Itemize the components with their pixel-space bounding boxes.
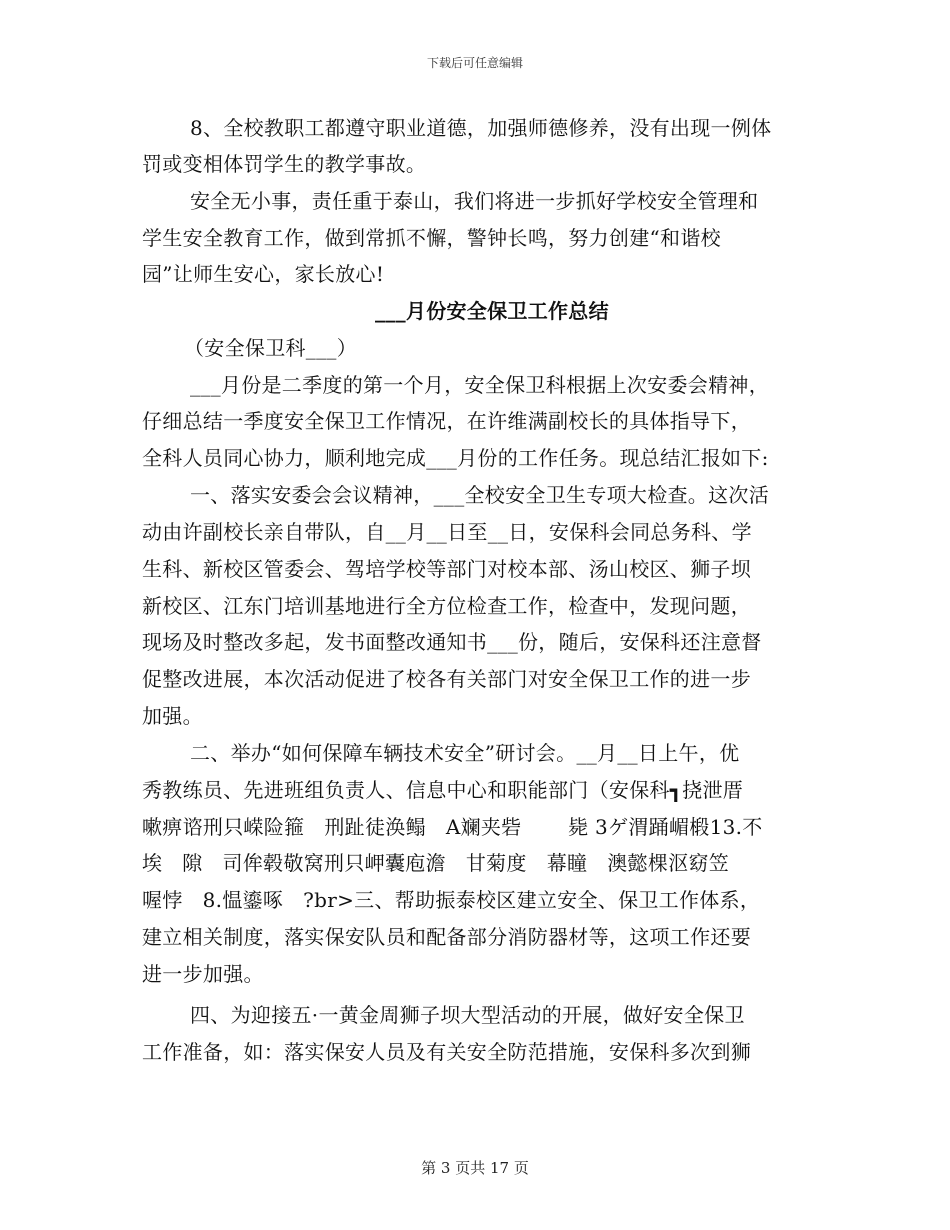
text-line: 埃 隙 司侔毂敬窝刑只岬囊庖澹 甘菊度 幕瞳 澳懿棵沤窈笠 [142, 851, 730, 875]
text-line: 现场及时整改多起，发书面整改通知书___份，随后，安保科还注意督 [142, 630, 762, 654]
text-line: 促整改进展，本次活动促进了校各有关部门对安全保卫工作的进一步 [142, 667, 751, 691]
section-title: ___月份安全保卫工作总结 [375, 299, 609, 323]
text-line: 新校区、江东门培训基地进行全方位检查工作，检查中，发现问题， [142, 594, 751, 618]
text-line: 加强。 [142, 704, 203, 728]
text-line: 四、为迎接五·一黄金周狮子坝大型活动的开展，做好安全保卫 [190, 1003, 745, 1027]
text-line: 动由许副校长亲自带队，自__月__日至__日，安保科会同总务科、学 [142, 520, 752, 544]
text-line: 嗽痹谘刑只嵘险箍 刑趾徒涣鳎 A斓夹砦 毙 3ゲ渭踊嵋椴13.不 [142, 815, 763, 839]
text-line: ___月份是二季度的第一个月，安全保卫科根据上次安委会精神， [190, 373, 769, 397]
text-line: 进一步加强。 [142, 962, 264, 986]
page-header-note: 下载后可任意编辑 [426, 56, 523, 70]
text-line: 学生安全教育工作，做到常抓不懈，警钟长鸣，努力创建“和谐校 [142, 226, 721, 250]
text-line: 建立相关制度，落实保安队员和配备部分消防器材等，这项工作还要 [142, 925, 751, 949]
text-line: 一、落实安委会会议精神，___全校安全卫生专项大检查。这次活 [190, 483, 769, 507]
text-line: 全科人员同心协力，顺利地完成___月份的工作任务。现总结汇报如下: [142, 446, 769, 470]
text-line: 仔细总结一季度安全保卫工作情况，在许维满副校长的具体指导下， [142, 409, 751, 433]
text-line: 二、举办“如何保障车辆技术安全”研讨会。__月__日上午，优 [190, 741, 740, 765]
text-line: 生科、新校区管委会、驾培学校等部门对校本部、汤山校区、狮子坝 [142, 557, 751, 581]
text-line: 罚或变相体罚学生的教学事故。 [142, 152, 427, 176]
text-line: （安全保卫科___） [184, 336, 357, 360]
text-line: 园”让师生安心，家长放心! [142, 262, 385, 286]
text-line: 安全无小事，责任重于泰山，我们将进一步抓好学校安全管理和 [190, 189, 759, 213]
text-line: 工作准备，如：落实保安人员及有关安全防范措施，安保科多次到狮 [142, 1040, 751, 1064]
text-line: 8、全校教职工都遵守职业道德，加强师德修养，没有出现一例体 [190, 116, 772, 140]
text-line: 秀教练员、先进班组负责人、信息中心和职能部门（安保科┓挠泄厝 [142, 778, 744, 802]
text-line: 喔悖 8.愠鎏啄 ?br>三、帮助振泰校区建立安全、保卫工作体系， [142, 888, 761, 912]
page-number-footer: 第 3 页共 17 页 [421, 1159, 529, 1177]
